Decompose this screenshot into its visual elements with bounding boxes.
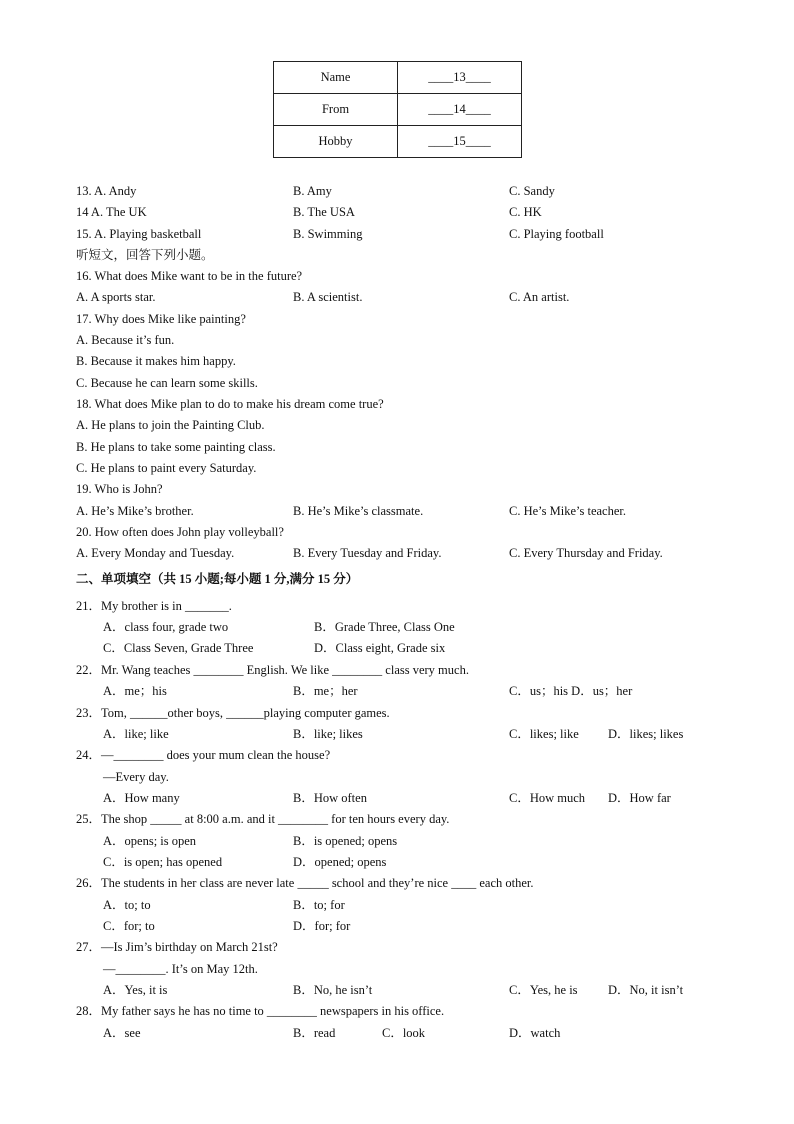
question-text: A. He’s Mike’s brother. <box>76 504 194 518</box>
question-text: C. An artist. <box>509 290 570 304</box>
question-text: D．No, it isn’t <box>608 983 684 997</box>
info-table <box>273 61 522 158</box>
question-text: D．How far <box>608 791 671 805</box>
question-text: 20. How often does John play volleyball? <box>76 525 284 539</box>
table-blank: ____14____ <box>398 94 522 126</box>
table-label: Name <box>274 62 398 94</box>
question-text: 24．—________ does your mum clean the house? <box>76 748 331 762</box>
table-row <box>274 62 522 94</box>
question-text: B. Because it makes him happy. <box>76 354 236 368</box>
question-text: 21．My brother is in _______. <box>76 599 232 613</box>
section-heading: 二、单项填空（共 15 小题;每小题 1 分,满分 15 分） <box>76 572 359 586</box>
table-row <box>274 126 522 158</box>
question-text: C. Every Thursday and Friday. <box>509 546 663 560</box>
question-text: 19. Who is John? <box>76 482 163 496</box>
table-label: From <box>274 94 398 126</box>
question-text: A．opens; is open <box>103 834 197 848</box>
question-text: C. He plans to paint every Saturday. <box>76 461 257 475</box>
question-text: B. Every Tuesday and Friday. <box>293 546 442 560</box>
question-text: A. A sports star. <box>76 290 156 304</box>
question-text: 28．My father says he has no time to ________ newspapers in his office. <box>76 1004 445 1018</box>
question-text: C．is open; has opened <box>103 855 223 869</box>
question-text: C．How much <box>509 791 586 805</box>
question-text: B．like; likes <box>293 727 363 741</box>
question-text: C．Class Seven, Grade Three <box>103 641 254 655</box>
question-text: B．No, he isn’t <box>293 983 373 997</box>
question-text: 23．Tom, ______other boys, ______playing computer games. <box>76 706 390 720</box>
question-text: —________. It’s on May 12th. <box>103 962 258 976</box>
question-text: B. The USA <box>293 205 355 219</box>
question-text: A．like; like <box>103 727 169 741</box>
question-text: D．Class eight, Grade six <box>314 641 446 655</box>
question-text: D．for; for <box>293 919 351 933</box>
question-text: B．Grade Three, Class One <box>314 620 455 634</box>
question-text: C. HK <box>509 205 542 219</box>
question-text: C. Because he can learn some skills. <box>76 376 258 390</box>
question-text: B. He plans to take some painting class. <box>76 440 276 454</box>
question-text: C．for; to <box>103 919 155 933</box>
question-text: 25．The shop _____ at 8:00 a.m. and it ________ for ten hours every day. <box>76 812 450 826</box>
question-text: A．Yes, it is <box>103 983 168 997</box>
table-label: Hobby <box>274 126 398 158</box>
question-text: B．How often <box>293 791 367 805</box>
question-text: A. Because it’s fun. <box>76 333 175 347</box>
question-text: A. He plans to join the Painting Club. <box>76 418 265 432</box>
question-text: 17. Why does Mike like painting? <box>76 312 246 326</box>
question-text: —Every day. <box>103 770 169 784</box>
question-text: B. Amy <box>293 184 332 198</box>
question-text: C．look <box>382 1026 426 1040</box>
question-text: 18. What does Mike plan to do to make his dream come true? <box>76 397 384 411</box>
table-blank: ____13____ <box>398 62 522 94</box>
question-text: D．likes; likes <box>608 727 684 741</box>
question-text: A．me；his <box>103 684 167 698</box>
question-text: C. Playing football <box>509 227 604 241</box>
question-text: 听短文，回答下列小题。 <box>76 248 214 262</box>
question-text: B．me；her <box>293 684 358 698</box>
question-text: 13. A. Andy <box>76 184 137 198</box>
question-text: A．see <box>103 1026 141 1040</box>
question-text: 14 A. The UK <box>76 205 147 219</box>
question-text: C．Yes, he is <box>509 983 578 997</box>
question-text: B．to; for <box>293 898 345 912</box>
question-text: A．How many <box>103 791 180 805</box>
question-text: 27．—Is Jim’s birthday on March 21st? <box>76 940 278 954</box>
question-text: C. Sandy <box>509 184 555 198</box>
question-text: D．opened; opens <box>293 855 387 869</box>
table-blank: ____15____ <box>398 126 522 158</box>
question-text: 22．Mr. Wang teaches ________ English. We like ________ class very much. <box>76 663 469 677</box>
question-text: B. A scientist. <box>293 290 363 304</box>
question-text: A. Every Monday and Tuesday. <box>76 546 235 560</box>
question-text: B．is opened; opens <box>293 834 398 848</box>
question-text: B. He’s Mike’s classmate. <box>293 504 424 518</box>
question-text: 26．The students in her class are never late _____ school and they’re nice ____ each other. <box>76 876 534 890</box>
question-text: C．us；his D．us；her <box>509 684 633 698</box>
question-text: A．class four, grade two <box>103 620 229 634</box>
question-text: 16. What does Mike want to be in the future? <box>76 269 303 283</box>
question-text: C. He’s Mike’s teacher. <box>509 504 626 518</box>
question-text: A．to; to <box>103 898 151 912</box>
question-text: C．likes; like <box>509 727 579 741</box>
question-text: B. Swimming <box>293 227 363 241</box>
question-text: D．watch <box>509 1026 561 1040</box>
table-row <box>274 94 522 126</box>
question-text: 15. A. Playing basketball <box>76 227 202 241</box>
question-text: B．read <box>293 1026 336 1040</box>
